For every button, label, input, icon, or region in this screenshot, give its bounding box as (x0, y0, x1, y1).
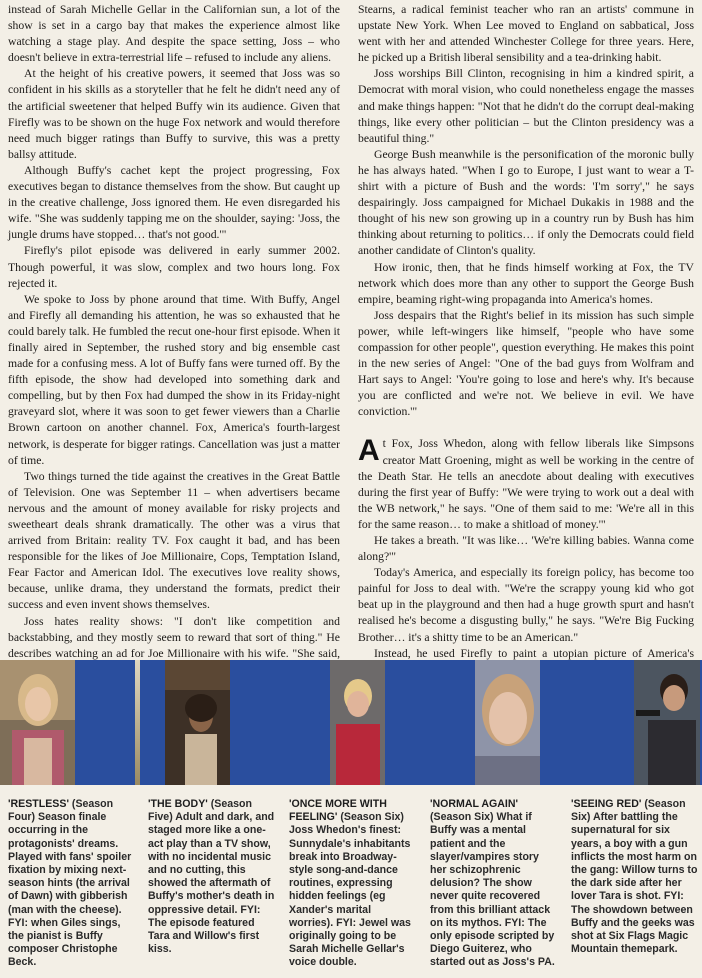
caption-title: 'RESTLESS' (8, 798, 69, 810)
paragraph: Although Buffy's cachet kept the project progressing, Fox executives began to distance themselves from the show. But caught up in the creative challenge, Joss ignored them. He even disregarded his wife. "She was suddenly tapping me on the shoulder, saying: 'Joss, the jungle drums have stopped… that's not good.'" (8, 163, 340, 242)
caption-title: 'ONCE MORE WITH FEELING' (289, 798, 387, 824)
article-left-column (8, 2, 340, 742)
photo-tile (140, 660, 280, 785)
woman-in-hallway-photo (165, 660, 230, 785)
woman-closeup-photo (475, 660, 540, 785)
episode-captions (0, 798, 702, 976)
caption-text: (Season Six) After battling the supernatural for six years, a boy with a gun inflicts the most harm on the gang: Willow turns to the dark side after her lover Tara is shot. FYI: The showdown between Buffy and the geeks was shot at Six Flags Magic Mountain themepark. (571, 798, 698, 956)
caption-restless (8, 798, 136, 970)
paragraph-text: t Fox, Joss Whedon, along with fellow liberals like Simpsons creator Matt Groening, might as well be working in the centre of the Death Star. He tells an anecdote about dealing with executives during the first year of Buffy: "We were trying to work out a deal with the WB network," he says. "One of them said to me: 'We're all in this for the same reason… to make a shitload of money.'" (358, 437, 694, 531)
caption-title: 'THE BODY' (148, 798, 208, 810)
episode-photo-strip (0, 660, 702, 785)
caption-normal-again (430, 798, 558, 970)
paragraph: Two things turned the tide against the creatives in the Great Battle of Television. One was September 11 – when advertisers became nervous and the amount of money available for risky projects and sweetheart deals shrank dramatically. The other was a virus that arrived from Britain: reality TV. Fox caught it bad, and has been responsible for the likes of Joe Millionaire, Cops, Temptation Island, Fear Factor and American Idol. The executives love reality shows, because, unlike drama, they understand the formats, predict their success and even invent shows themselves. (8, 469, 340, 612)
paragraph: At the height of his creative powers, it seemed that Joss was so confident in his skills as a storyteller that he felt he didn't need any of the artificial sweetener that helped Buffy win its audience. Given that Firefly was to be shown on the huge Fox network and would therefore need much bigger ratings than Buffy to survive, this was a pretty ballsy attitude. (8, 67, 340, 161)
paragraph: He takes a breath. "It was like… 'We're killing babies. Wanna come along?'" (358, 534, 694, 564)
caption-title: 'SEEING RED' (571, 798, 642, 810)
paragraph: Joss despairs that the Right's belief in its mission has such simple power, while left-wingers like himself, "people who have some compassion for other people", question everything. He makes this point in the new series of Angel: "One of the bad guys from Wolfram and Hart says to Angel: 'You're going to lose and here's why. It's because you are conflicted and we're not. We believe in evil. We have conviction.'" (358, 308, 694, 419)
drop-cap: A (358, 434, 380, 468)
caption-text: (Season Four) Season finale occurring in the protagonists' dreams. Played with fans' spoiler fixation by mixing next-season hints (the arrival of Dawn) with gibberish (man with the cheese). FYI: when Giles sings, the pianist is Buffy composer Christophe Beck. (8, 798, 132, 969)
paragraph: Today's America, and especially its foreign policy, has become too painful for Joss to deal with. "We're the scrappy young kid who got beat up in the playground and then had a huge growth spurt and hasn't realised he's become a disgusting bully," he says. "We're Big Fucking Brother… it's a shitty time to be an American." (358, 566, 694, 644)
photo-tile (560, 660, 700, 785)
paragraph: How ironic, then, that he finds himself working at Fox, the TV network which does more than any other to support the George Bush empire, beaming right-wing propaganda into America's homes. (358, 260, 694, 306)
caption-once-more-with-feeling (289, 798, 417, 970)
man-with-gun-photo (634, 660, 700, 785)
section-opening-paragraph (358, 436, 694, 533)
paragraph-text: Instead, he used Firefly to paint a utopian picture of America's (374, 646, 694, 660)
caption-text: (Season Six) What if Buffy was a mental patient and the slayer/vampires story her schizophrenic delusion? The show never quite recovered from this brilliant attack on its mythos. FYI: The only episode scripted by Diego Guiterez, who started out as Joss's PA. (430, 811, 555, 969)
caption-the-body (148, 798, 276, 956)
caption-text: (Season Six) Joss Whedon's finest: Sunnydale's inhabitants break into Broadway-style song-and-dance routines, expressing hidden feelings (eg Xander's marital worries). FYI: Jewel was originally going to be Sarah Michelle Gellar's voice double. (289, 811, 411, 969)
paragraph: Firefly's pilot episode was delivered in early summer 2002. Though powerful, it was slow, complex and two hours long. Fox rejected it. (8, 244, 340, 290)
paragraph: We spoke to Joss by phone around that time. With Buffy, Angel and Firefly all demanding his attention, he was so exhausted that he could barely talk. He fumbled the recut one-hour first episode. When it finally aired in September, the rushed story and big ensemble cast made for a confusing mess. A lot of Buffy fans were turned off. By the fifth episode, the show had developed into something dark and compelling, but by then Fox had dumped the show in its Friday-night graveyard slot, where it was soon to get fewer viewers than a Charlie Brown cartoon on another channel. Fox, America's fourth-largest network, is desperate for bigger ratings. Cancellation was just a matter of time. (8, 292, 340, 467)
caption-text: (Season Five) Adult and dark, and staged more like a one-act play than a TV show, with no incidental music and no cutting, this showed the aftermath of Buffy's mother's death in oppressive detail. FYI: The episode featured Tara and Willow's first kiss. (148, 798, 275, 956)
paragraph: Stearns, a radical feminist teacher who ran an artists' commune in upstate New York. When Lee moved to England on sabbatical, Joss went with her and attended Winchester College for three years. Here, he picked up a British liberal sensibility and a tea-drinking habit. (358, 3, 694, 65)
caption-title: 'NORMAL AGAIN' (430, 798, 519, 810)
blonde-woman-photo (0, 660, 75, 785)
blonde-man-red-shirt-photo (330, 660, 385, 785)
paragraph: Joss worships Bill Clinton, recognising in him a kindred spirit, a Democrat with moral vision, who could nonetheless engage the masses and make things happen: "Not that he didn't do the corrupt deal-making things, like every other politician – but the Clinton presidency was a beautiful thing." (358, 67, 694, 145)
caption-seeing-red (571, 798, 699, 956)
paragraph: Joss hates reality shows: "I don't like competition and backstabbing, and they mostly seem to reward that sort of thing." He describes watching an ad for Joe Millionaire with his wife. "She said, (8, 614, 340, 660)
paragraph: instead of Sarah Michelle Gellar in the Californian sun, a lot of the show is set in a cargo bay that makes the experience almost like watching a stage play. And despite the space setting, Joss – who doesn't believe in extra-terrestrial life – refused to include any aliens. (8, 3, 340, 65)
photo-tile (420, 660, 560, 785)
photo-tile (280, 660, 420, 785)
article-right-column (358, 2, 694, 711)
paragraph: George Bush meanwhile is the personification of the moronic bully he has always hated. "When I go to Europe, I just want to wear a T-shirt with a picture of Bush and the words: 'I'm sorry'," he says despairingly. Joss campaigned for Michael Dukakis in 1988 and the thought of his new son growing up in a country run by Bush has him thinking about returning to politics… if only the Democrats could field another candidate of Clinton's quality. (358, 147, 694, 258)
photo-tile (0, 660, 140, 785)
